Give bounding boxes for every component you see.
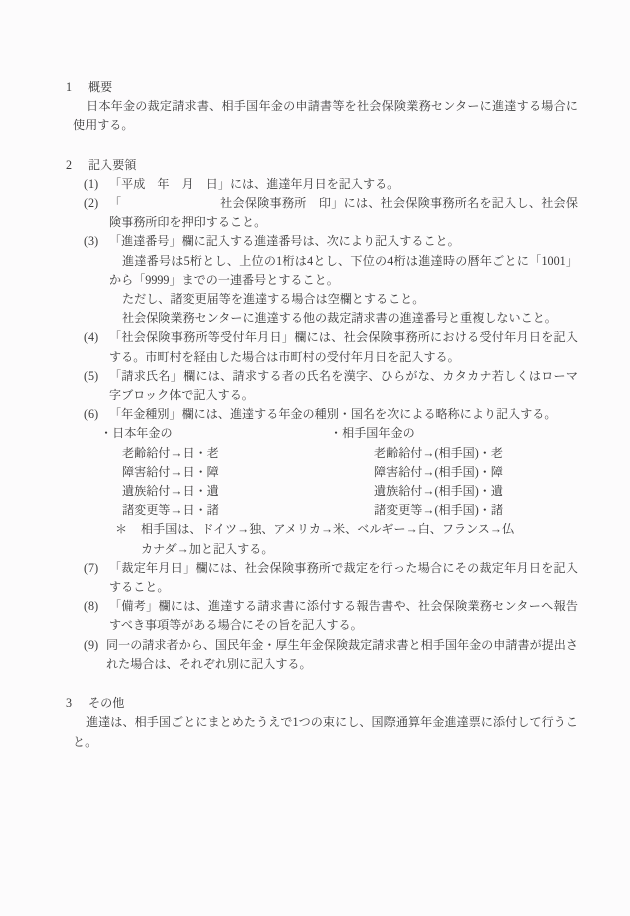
list-item-7 xyxy=(66,559,578,597)
list-item-6-label: (6) xyxy=(84,407,99,422)
pension-col1-value: 諸変更等→日・諸 xyxy=(122,503,219,518)
pension-col1-heading: ・日本年金の xyxy=(100,426,173,441)
list-item-5 xyxy=(66,367,578,405)
list-item-1 xyxy=(66,175,578,194)
list-item-3 xyxy=(66,232,578,251)
pension-col1-value: 老齢給付→日・老 xyxy=(122,445,219,460)
section-number-3: 3 xyxy=(66,696,73,711)
asterisk-icon: ＊ xyxy=(115,522,128,537)
list-item-6-text: 「年金種別」欄には、進達する年金の種別・国名を次による略称により記入する。 xyxy=(109,407,557,422)
section-number-2: 2 xyxy=(66,157,73,172)
list-item-8 xyxy=(66,597,578,635)
pension-col2-value: 障害給付→(相手国)・障 xyxy=(374,464,503,479)
section-title-1: 概要 xyxy=(88,80,113,94)
table-row xyxy=(100,444,578,463)
spacer xyxy=(66,674,578,694)
list-item-4 xyxy=(66,328,578,366)
pension-col2-value: 老齢給付→(相手国)・老 xyxy=(374,445,503,460)
country-abbreviation-note xyxy=(66,520,578,539)
list-item-9-label: (9) xyxy=(84,637,99,652)
list-item-7-label: (7) xyxy=(84,560,99,575)
list-item-2-label: (2) xyxy=(84,196,99,211)
list-item-3-sub-1: 進達番号は5桁とし、上位の1桁は4とし、下位の4桁は進達時の暦年ごとに「1001」から「9999」までの一連番号とすること。 xyxy=(109,253,578,287)
section-body-1: 日本年金の裁定請求書、相手国年金の申請書等を社会保険業務センターに進達する場合に使用する。 xyxy=(73,99,578,133)
table-row xyxy=(100,482,578,501)
list-item-3-label: (3) xyxy=(84,234,99,249)
pension-type-table xyxy=(66,424,578,520)
section-heading-3 xyxy=(66,694,578,713)
country-note-line-1: 相手国は、ドイツ→独、アメリカ→米、ベルギー→白、フランス→仏 xyxy=(141,522,515,537)
list-item-5-text: 「請求氏名」欄には、請求する者の氏名を漢字、ひらがな、カタカナ若しくはローマ字ブロック体で記入する。 xyxy=(109,368,578,403)
list-item-5-label: (5) xyxy=(84,368,99,383)
pension-col2-value: 諸変更等→(相手国)・諸 xyxy=(374,503,503,518)
list-item-8-text: 「備考」欄には、進達する請求書に添付する報告書や、社会保険業務センターへ報告すべき事項等がある場合にその旨を記入する。 xyxy=(109,599,578,633)
list-item-6 xyxy=(66,405,578,424)
pension-col2-value: 遺族給付→(相手国)・遺 xyxy=(374,484,503,499)
list-item-1-text: 「平成 年 月 日」には、進達年月日を記入する。 xyxy=(109,176,400,191)
list-item-3-sub-3: 社会保険業務センターに進達する他の裁定請求書の進達番号と重複しないこと。 xyxy=(122,311,557,326)
section-heading-1 xyxy=(66,78,578,97)
pension-table-heading-row xyxy=(100,424,578,443)
list-item-9 xyxy=(66,636,578,674)
list-item-9-text: 同一の請求者から、国民年金・厚生年金保険裁定請求書と相手国年金の申請書が提出された場合は、それぞれ別に記入する。 xyxy=(106,637,578,671)
section-title-3: その他 xyxy=(88,696,125,711)
list-item-2-text: 「 社会保険事務所 印」には、社会保険事務所名を記入し、社会保険事務所印を押印すること。 xyxy=(109,196,578,230)
spacer xyxy=(66,136,578,156)
pension-col1-value: 遺族給付→日・遺 xyxy=(122,484,219,499)
section-heading-2 xyxy=(66,156,578,175)
list-item-4-label: (4) xyxy=(84,330,99,345)
list-item-2 xyxy=(66,194,578,232)
pension-col1-value: 障害給付→日・障 xyxy=(122,464,219,479)
list-item-7-text: 「裁定年月日」欄には、社会保険事務所で裁定を行った場合にその裁定年月日を記入すること。 xyxy=(109,560,578,595)
table-row xyxy=(100,463,578,482)
pension-col2-heading: ・相手国年金の xyxy=(330,426,415,441)
section-title-2: 記入要領 xyxy=(88,157,137,172)
table-row xyxy=(100,501,578,520)
list-item-1-label: (1) xyxy=(84,176,99,191)
country-note-line-2: カナダ→加と記入する。 xyxy=(141,541,274,556)
list-item-4-text: 「社会保険事務所等受付年月日」欄には、社会保険事務所における受付年月日を記入する。市町村を経由した場合は市町村の受付年月日を記入する。 xyxy=(109,330,578,364)
list-item-3-text: 「進達番号」欄に記入する進達番号は、次により記入すること。 xyxy=(109,234,460,249)
list-item-8-label: (8) xyxy=(84,599,99,614)
section-body-3: 進達は、相手国ごとにまとめたうえで1つの束にし、国際通算年金進達票に添付して行うこと。 xyxy=(73,715,578,749)
list-item-3-sub-2: ただし、諸変更届等を進達する場合は空欄とすること。 xyxy=(122,292,425,307)
section-number-1: 1 xyxy=(66,80,73,94)
